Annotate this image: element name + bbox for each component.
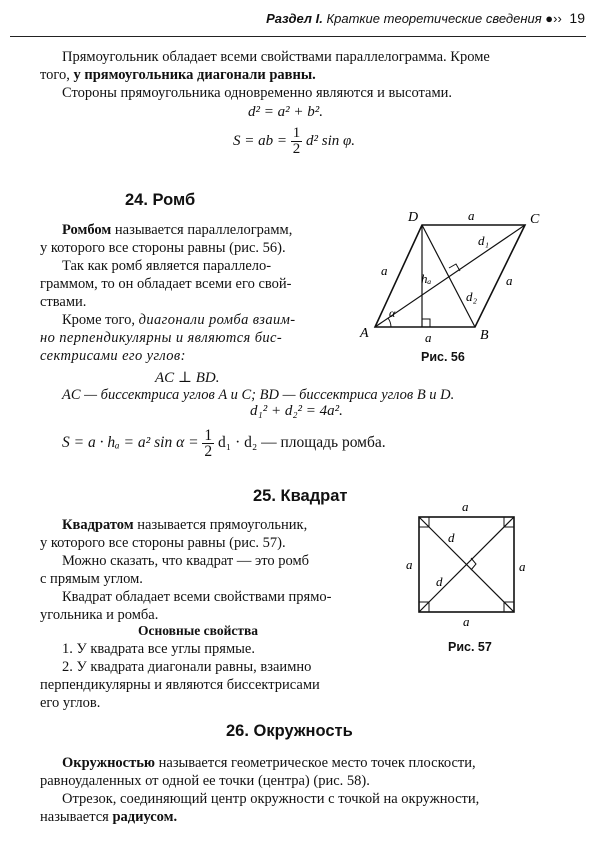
header-rule: [10, 36, 586, 37]
diagonal-label-d2: d: [436, 574, 443, 589]
rhombus-figure: [350, 205, 560, 345]
label-ha: hₐ: [421, 271, 432, 286]
label-d2: d₂: [466, 289, 478, 304]
rhomb-def-line-2: у которого все стороны равны (рис. 56).: [40, 240, 286, 256]
side-label-top: a: [462, 500, 469, 514]
vertex-label-c: C: [530, 212, 540, 227]
rhomb-p3-line-2: но перпендикулярны и являются бис-: [40, 330, 283, 346]
label-d1: d₁: [478, 233, 490, 248]
square-def-line-1: Квадратом называется прямоугольник,: [62, 517, 308, 533]
running-header: [255, 10, 585, 26]
square-prop-2-line-3: его углов.: [40, 695, 101, 711]
rect-formula-diagonal: d² = a² + b².: [248, 104, 323, 120]
side-label-bottom: a: [463, 614, 470, 629]
rhomb-formula-area: S = a · hₐ = a² sin α = $\frac{1}{2}$ d₁ · d₂ — площадь ромба.: [62, 427, 386, 460]
rect-line-1: Прямоугольник обладает всеми свойствами параллелограмма. Кроме: [62, 49, 490, 65]
circle-def-line-1: Окружностью называется геометрическое место точек плоскости,: [62, 755, 476, 771]
side-label-right: a: [506, 273, 513, 288]
side-label-left: a: [406, 557, 413, 572]
circle-def-line-2: равноудаленных от одной ее точки (центра) (рис. 58).: [40, 773, 370, 789]
square-props-title: Основные свойства: [138, 623, 259, 638]
page-number: 19: [569, 10, 585, 26]
header-ornament-icon: ●››: [545, 11, 562, 26]
square-prop-2-line-1: 2. У квадрата диагонали равны, взаимно: [62, 659, 312, 675]
vertex-label-b: B: [480, 328, 489, 343]
diagonal-label-d1: d: [448, 530, 455, 545]
rhomb-p3-line-1: Кроме того, диагонали ромба взаим-: [62, 312, 296, 328]
header-section: Раздел I.: [266, 11, 323, 26]
radius-term: радиусом.: [112, 809, 178, 825]
rhomb-def-line-1: Ромбом называется параллелограмм,: [62, 222, 293, 238]
rect-formula-area: S = ab = $\frac{1}{2}$ d² sin φ.: [233, 125, 356, 157]
diagonal-ac: [375, 225, 525, 327]
square-prop-2-line-2: перпендикулярны и являются биссектрисами: [40, 677, 320, 693]
rect-diagonals-equal: у прямоугольника диагонали равны.: [73, 67, 316, 83]
figure-56-caption: Рис. 56: [421, 350, 465, 364]
rhomb-perpendicular: AC ⊥ BD.: [155, 370, 220, 386]
rhomb-p2-line-3: ствами.: [40, 294, 87, 310]
rhomb-p2-line-2: граммом, то он обладает всеми его свой-: [40, 276, 292, 292]
right-angle-mark: [422, 319, 430, 327]
fraction: $\frac{1}{2}$: [204, 427, 213, 460]
square-def-line-2: у которого все стороны равны (рис. 57).: [40, 535, 286, 551]
rect-line-3: Стороны прямоугольника одновременно являются и высотами.: [62, 85, 453, 101]
square-p3-line-2: угольника и ромба.: [40, 607, 159, 623]
section-title-rhombus: 24. Ромб: [125, 191, 196, 209]
side-label-top: a: [468, 208, 475, 223]
header-subtitle: Краткие теоретические сведения: [326, 11, 542, 26]
rhomb-formula-diagonals: d₁² + d₂² = 4a².: [250, 403, 343, 419]
rhomb-p3-line-3: сектрисами его углов:: [40, 348, 186, 364]
square-prop-1: 1. У квадрата все углы прямые.: [62, 641, 255, 657]
rhomb-bisectors: AC — биссектриса углов A и C; BD — биссектриса углов B и D.: [62, 387, 455, 403]
fraction: $\frac{1}{2}$: [292, 125, 301, 157]
rhomb-p2-line-1: Так как ромб является параллело-: [62, 258, 272, 274]
side-label-left: a: [381, 263, 388, 278]
vertex-label-d: D: [408, 210, 419, 225]
figure-57-caption: Рис. 57: [448, 640, 492, 654]
side-label-right: a: [519, 559, 526, 574]
circle-p2-line-1: Отрезок, соединяющий центр окружности с точкой на окружности,: [62, 791, 480, 807]
section-title-circle: 26. Окружность: [226, 722, 353, 740]
rect-line-2: того, у прямоугольника диагонали равны.: [40, 67, 316, 83]
square-p2-line-1: Можно сказать, что квадрат — это ромб: [62, 553, 310, 569]
square-figure: [400, 500, 530, 630]
section-title-square: 25. Квадрат: [253, 487, 348, 505]
circle-p2-line-2: называется радиусом.: [40, 809, 178, 825]
square-p2-line-2: с прямым углом.: [40, 571, 143, 587]
square-p3-line-1: Квадрат обладает всеми свойствами прямо-: [62, 589, 332, 605]
side-label-bottom: a: [425, 330, 432, 345]
label-alpha: α: [389, 306, 396, 320]
vertex-label-a: A: [360, 326, 369, 341]
